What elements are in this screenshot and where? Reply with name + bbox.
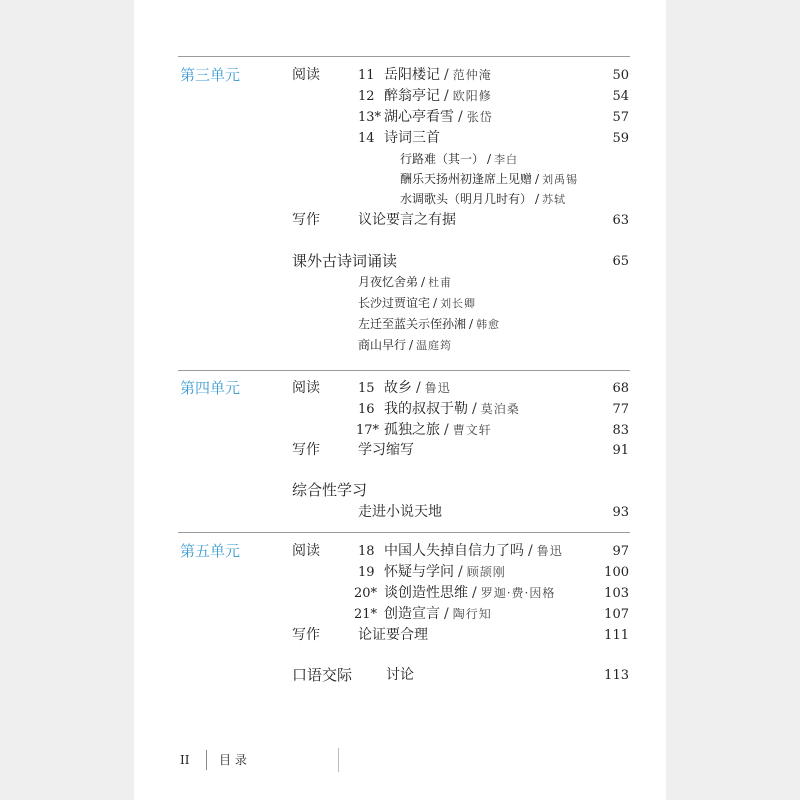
lesson-author: 鲁迅 bbox=[424, 381, 451, 395]
lesson-entry[interactable]: 湖心亭看雪 / 张岱 bbox=[384, 109, 493, 125]
lesson-title: 怀疑与学问 bbox=[384, 564, 454, 580]
lesson-number: 20* bbox=[354, 586, 378, 601]
poem-title: 长沙过贾谊宅 bbox=[358, 296, 431, 310]
lesson-entry[interactable]: 中国人失掉自信力了吗 / 鲁迅 bbox=[384, 543, 563, 559]
lesson-number: 17* bbox=[356, 423, 380, 438]
oral-title[interactable]: 讨论 bbox=[386, 667, 414, 683]
unit5-label: 第五单元 bbox=[180, 542, 241, 560]
lesson-entry[interactable]: 创造宣言 / 陶行知 bbox=[384, 606, 492, 622]
lesson-number: 18 bbox=[358, 544, 375, 559]
lesson-number: 11 bbox=[358, 68, 375, 83]
lesson-author: 鲁迅 bbox=[536, 544, 563, 558]
extra-poem-entry[interactable]: 长沙过贾谊宅 / 刘长卿 bbox=[358, 296, 477, 310]
writing-title[interactable]: 论证要合理 bbox=[358, 627, 428, 643]
poem-author: 杜甫 bbox=[428, 276, 453, 289]
unit3-label: 第三单元 bbox=[180, 66, 241, 84]
lesson-title: 孤独之旅 bbox=[384, 422, 440, 438]
lesson-page: 59 bbox=[612, 131, 629, 146]
lesson-title: 谈创造性思维 bbox=[384, 585, 468, 601]
comprehensive-page: 93 bbox=[612, 505, 629, 520]
writing-page: 111 bbox=[604, 628, 629, 643]
lesson-entry[interactable]: 孤独之旅 / 曹文轩 bbox=[384, 422, 492, 438]
lesson-author: 范仲淹 bbox=[452, 68, 492, 82]
unit3-reading-label: 阅读 bbox=[292, 67, 320, 83]
poem-entry[interactable]: 行路难（其一） / 李白 bbox=[400, 152, 519, 166]
oral-page: 113 bbox=[604, 668, 629, 683]
extra-poem-entry[interactable]: 月夜忆舍弟 / 杜甫 bbox=[358, 275, 453, 289]
lesson-author: 罗迦·费·因格 bbox=[480, 586, 556, 600]
lesson-page: 103 bbox=[604, 586, 629, 601]
poem-entry[interactable]: 酬乐天扬州初逢席上见赠 / 刘禹锡 bbox=[400, 172, 579, 186]
lesson-title: 中国人失掉自信力了吗 bbox=[384, 543, 524, 559]
lesson-number: 13* bbox=[358, 110, 382, 125]
lesson-entry[interactable]: 故乡 / 鲁迅 bbox=[384, 380, 451, 396]
writing-page: 63 bbox=[612, 213, 629, 228]
writing-page: 91 bbox=[612, 443, 629, 458]
unit5-writing-label: 写作 bbox=[292, 627, 320, 643]
lesson-page: 107 bbox=[604, 607, 629, 622]
lesson-number: 19 bbox=[358, 565, 375, 580]
lesson-page: 54 bbox=[612, 89, 629, 104]
lesson-author: 张岱 bbox=[466, 110, 493, 124]
poem-title: 月夜忆舍弟 bbox=[358, 275, 419, 289]
lesson-title: 我的叔叔于勒 bbox=[384, 401, 468, 417]
writing-title[interactable]: 学习缩写 bbox=[358, 442, 414, 458]
poem-author: 李白 bbox=[494, 153, 519, 166]
lesson-page: 100 bbox=[604, 565, 629, 580]
poem-entry[interactable]: 水调歌头（明月几时有） / 苏轼 bbox=[400, 192, 567, 206]
lesson-page: 97 bbox=[612, 544, 629, 559]
lesson-number: 14 bbox=[358, 131, 375, 146]
writing-title[interactable]: 议论要言之有据 bbox=[358, 212, 456, 228]
poem-author: 刘禹锡 bbox=[542, 173, 579, 186]
extra-poems-page: 65 bbox=[612, 254, 629, 269]
extra-poems-heading: 课外古诗词诵读 bbox=[292, 252, 398, 270]
lesson-title: 故乡 bbox=[384, 380, 412, 396]
poem-author: 苏轼 bbox=[542, 193, 567, 206]
lesson-number: 12 bbox=[358, 89, 375, 104]
lesson-title: 诗词三首 bbox=[384, 130, 440, 146]
unit4-writing-label: 写作 bbox=[292, 442, 320, 458]
footer-section: 目 录 bbox=[219, 753, 247, 767]
lesson-page: 77 bbox=[612, 402, 629, 417]
lesson-author: 欧阳修 bbox=[452, 89, 492, 103]
unit3-writing-label: 写作 bbox=[292, 212, 320, 228]
poem-title: 左迁至蓝关示侄孙湘 bbox=[358, 317, 467, 331]
unit4-label: 第四单元 bbox=[180, 379, 241, 397]
oral-heading: 口语交际 bbox=[292, 666, 353, 684]
lesson-entry[interactable]: 谈创造性思维 / 罗迦·费·因格 bbox=[384, 585, 556, 601]
lesson-page: 68 bbox=[612, 381, 629, 396]
lesson-author: 顾颉刚 bbox=[466, 565, 506, 579]
comprehensive-heading: 综合性学习 bbox=[292, 481, 368, 499]
lesson-title: 醉翁亭记 bbox=[384, 88, 440, 104]
lesson-page: 50 bbox=[612, 68, 629, 83]
lesson-title: 湖心亭看雪 bbox=[384, 109, 454, 125]
poem-title: 水调歌头（明月几时有） bbox=[400, 192, 533, 206]
unit4-reading-label: 阅读 bbox=[292, 380, 320, 396]
poem-author: 韩愈 bbox=[476, 318, 501, 331]
poem-author: 刘长卿 bbox=[440, 297, 477, 310]
lesson-number: 16 bbox=[358, 402, 375, 417]
lesson-author: 曹文轩 bbox=[452, 423, 492, 437]
unit5-reading-label: 阅读 bbox=[292, 543, 320, 559]
top-rule bbox=[178, 56, 630, 57]
poem-title: 酬乐天扬州初逢席上见赠 bbox=[400, 172, 533, 186]
lesson-number: 15 bbox=[358, 381, 375, 396]
comprehensive-title[interactable]: 走进小说天地 bbox=[358, 504, 442, 520]
footer-page-number: II bbox=[180, 753, 190, 767]
lesson-entry[interactable]: 岳阳楼记 / 范仲淹 bbox=[384, 67, 492, 83]
poem-title: 行路难（其一） bbox=[400, 152, 485, 166]
lesson-entry[interactable]: 醉翁亭记 / 欧阳修 bbox=[384, 88, 492, 104]
footer-edge-mark bbox=[338, 748, 339, 772]
lesson-number: 21* bbox=[354, 607, 378, 622]
extra-poem-entry[interactable]: 左迁至蓝关示侄孙湘 / 韩愈 bbox=[358, 317, 501, 331]
extra-poem-entry[interactable]: 商山早行 / 温庭筠 bbox=[358, 338, 453, 352]
lesson-entry[interactable]: 怀疑与学问 / 顾颉刚 bbox=[384, 564, 506, 580]
poem-title: 商山早行 bbox=[358, 338, 407, 352]
lesson-author: 莫泊桑 bbox=[480, 402, 520, 416]
unit4-rule bbox=[178, 370, 630, 371]
lesson-page: 57 bbox=[612, 110, 629, 125]
footer-divider bbox=[206, 750, 207, 770]
lesson-author: 陶行知 bbox=[452, 607, 492, 621]
unit5-rule bbox=[178, 532, 630, 533]
lesson-entry[interactable] bbox=[384, 131, 440, 145]
lesson-title: 岳阳楼记 bbox=[384, 67, 440, 83]
lesson-title: 创造宣言 bbox=[384, 606, 440, 622]
lesson-page: 83 bbox=[612, 423, 629, 438]
lesson-entry[interactable]: 我的叔叔于勒 / 莫泊桑 bbox=[384, 401, 520, 417]
poem-author: 温庭筠 bbox=[416, 339, 453, 352]
